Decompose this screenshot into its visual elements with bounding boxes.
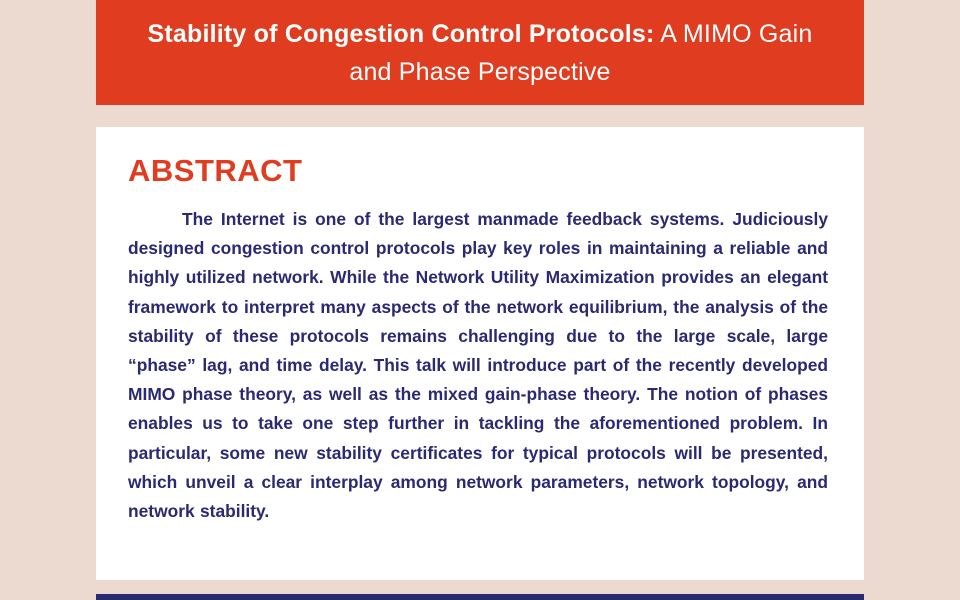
title-bold-part: Stability of Congestion Control Protocols: <box>147 19 655 48</box>
abstract-body: The Internet is one of the largest manmade feedback systems. Judiciously designed congestion control protocols play key roles in maintaining a reliable and highly utilized network. While the Network Utility Maximization provides an elegant framework to interpret many aspects of the network equilibrium, the analysis of the stability of these protocols remains challenging due to the large scale, large “phase” lag, and time delay. This talk will introduce part of the recently developed MIMO phase theory, as well as the mixed gain-phase theory. The notion of phases enables us to take one step further in tackling the aforementioned problem. In particular, some new stability certificates for typical protocols will be presented, which unveil a clear interplay among network parameters, network topology, and network stability. <box>128 209 828 522</box>
document-title <box>126 15 834 91</box>
title-rest: A MIMO Gain and Phase Perspective <box>349 19 813 86</box>
title-banner <box>96 0 864 105</box>
next-section-strip <box>96 594 864 600</box>
abstract-card <box>96 127 864 580</box>
abstract-heading: ABSTRACT <box>128 153 303 188</box>
